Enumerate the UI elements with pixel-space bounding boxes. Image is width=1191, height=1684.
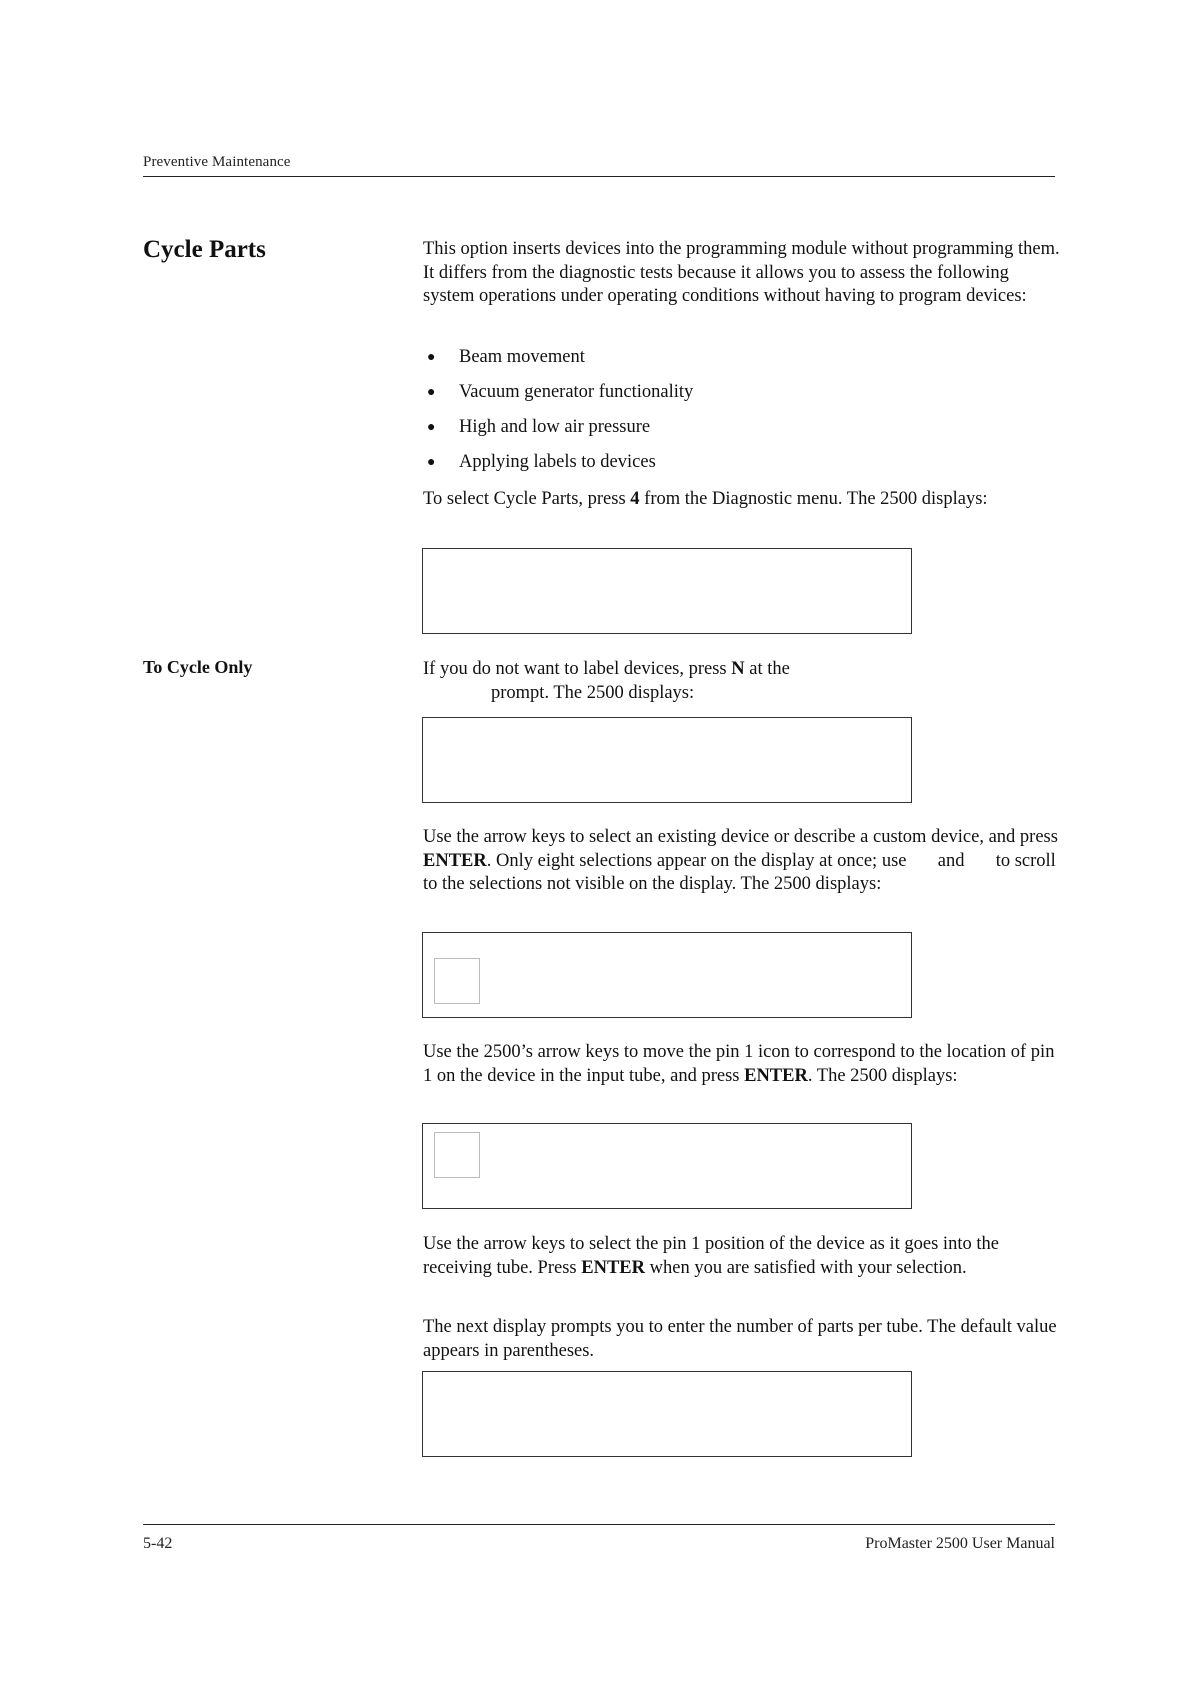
pin1-icon <box>434 1132 480 1178</box>
lcd-display-5 <box>422 1371 912 1457</box>
running-title: Preventive Maintenance <box>143 154 291 170</box>
lcd-display-2 <box>422 717 912 803</box>
key-label: ENTER <box>581 1257 645 1278</box>
page-header <box>143 154 1055 177</box>
header-rule <box>143 176 1055 177</box>
subsection-title: To Cycle Only <box>143 657 253 677</box>
list-item: ● Vacuum generator functionality <box>427 382 694 402</box>
manual-title: ProMaster 2500 User Manual <box>865 1535 1055 1552</box>
footer-rule <box>143 1524 1055 1525</box>
bullet-icon: ● <box>427 455 436 470</box>
pin1-icon <box>434 958 480 1004</box>
bullet-icon: ● <box>427 420 436 435</box>
list-item: ● Applying labels to devices <box>427 452 656 472</box>
parts-per-tube-paragraph: The next display prompts you to enter the number of parts per tube. The default value appears in parentheses. <box>423 1317 1057 1361</box>
cycle-only-paragraph: If you do not want to label devices, press N at the prompt. The 2500 displays: <box>423 659 790 703</box>
list-item: ● High and low air pressure <box>427 417 651 437</box>
pin1-input-paragraph: Use the 2500’s arrow keys to move the pin 1 icon to correspond to the location of pin 1 on the device in the input tube, and press ENTER. The 2500 displays: <box>423 1042 1055 1086</box>
lcd-display-1 <box>422 548 912 634</box>
bullet-icon: ● <box>427 385 436 400</box>
operations-list <box>423 346 1043 486</box>
page-footer <box>143 1524 1055 1553</box>
lcd-display-4 <box>422 1123 912 1209</box>
bullet-icon: ● <box>427 350 436 365</box>
section-title: Cycle Parts <box>143 236 266 263</box>
device-select-paragraph: Use the arrow keys to select an existing device or describe a custom device, and press ENTER. Only eight selections appear on the display at once; use and to scroll to the selections not visible on the display. The 2500 displays: <box>423 827 1058 894</box>
key-label: 4 <box>630 489 640 509</box>
pin1-receiving-paragraph: Use the arrow keys to select the pin 1 position of the device as it goes into the receiving tube. Press ENTER when you are satisfied with your selection. <box>423 1234 999 1278</box>
key-label: ENTER <box>423 850 487 871</box>
key-label: N <box>731 659 745 679</box>
intro-paragraph: This option inserts devices into the programming module without programming them. It differs from the diagnostic tests because it allows you to assess the following system operations under operating conditions without having to program devices: <box>423 239 1060 306</box>
lcd-display-3 <box>422 932 912 1018</box>
page-number: 5-42 <box>143 1535 173 1552</box>
key-label: ENTER <box>744 1065 808 1086</box>
select-instruction: To select Cycle Parts, press 4 from the Diagnostic menu. The 2500 displays: <box>423 489 988 509</box>
list-item: ● Beam movement <box>427 347 585 367</box>
